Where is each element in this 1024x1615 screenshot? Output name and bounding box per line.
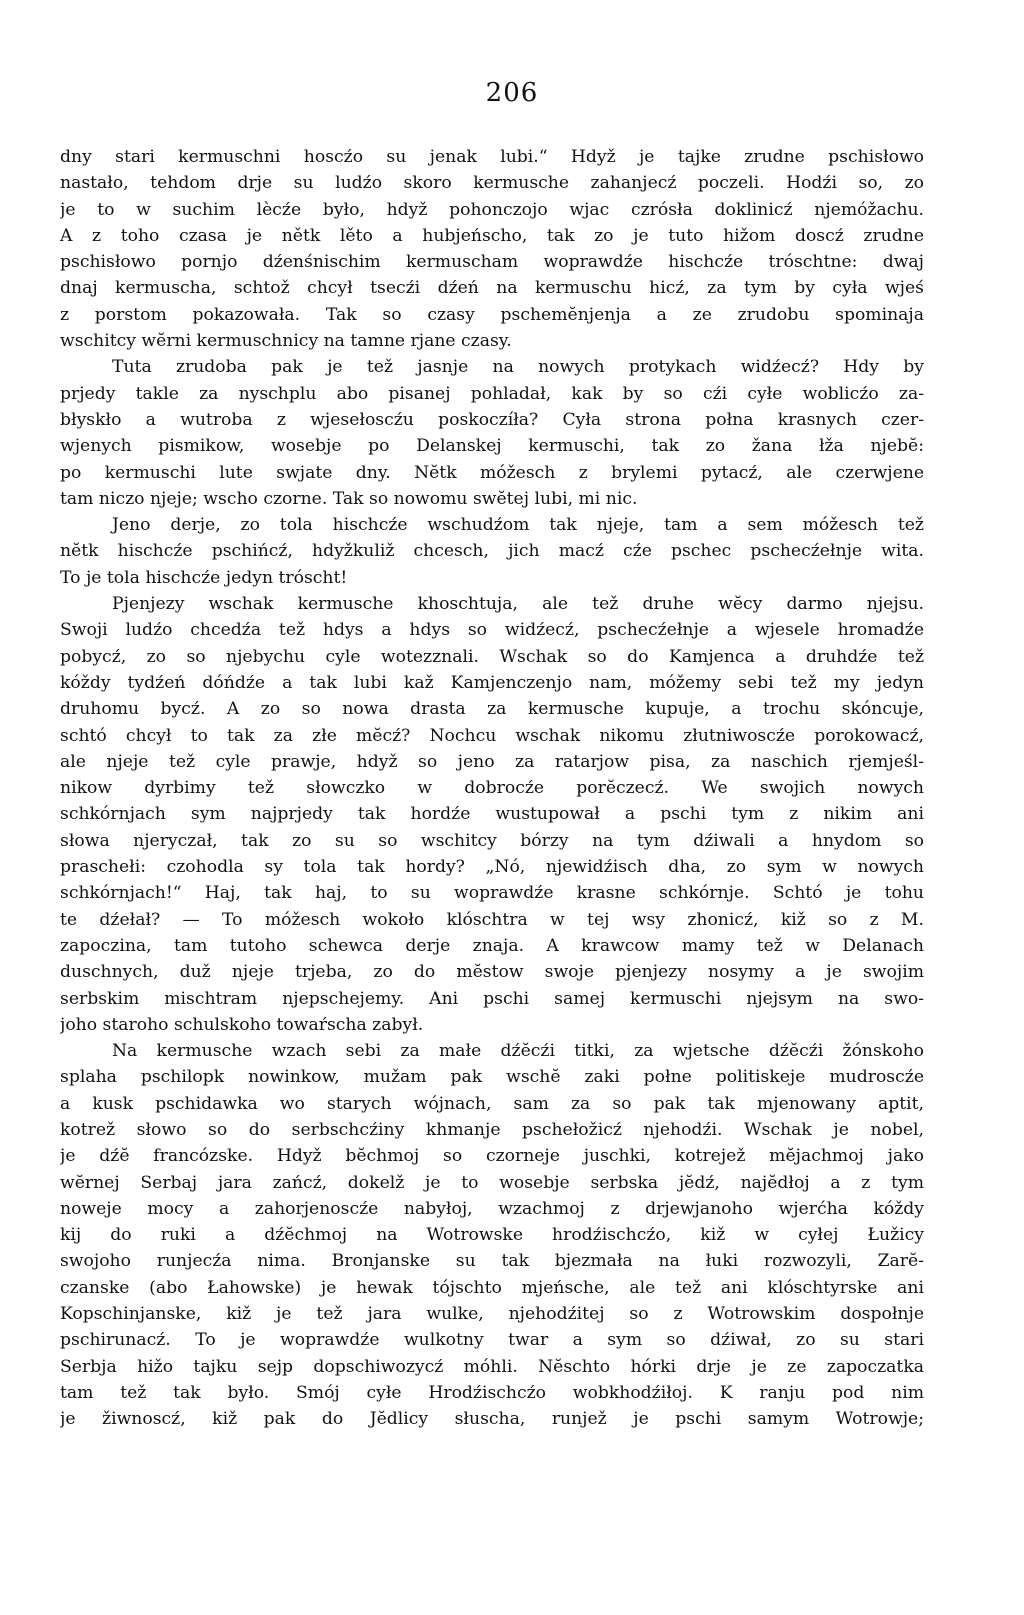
body-text <box>60 144 924 1433</box>
text-line: Jeno derje, zo tola hischcźe wschudźom tak njeje, tam a sem móžesch tež <box>112 515 924 536</box>
text-line: Kopschinjanske, kiž je tež jara wulke, njehodźitej so z Wotrowskim dospołnje <box>60 1304 924 1325</box>
text-line: Serbja hižo tajku sejp dopschiwozycź móhli. Nĕschto hórki drje je ze zapoczatka <box>60 1356 924 1377</box>
text-line: te dźełał? — To móžesch wokoło klóschtra w tej wsy zhonicź, kiž so z M. <box>60 909 924 930</box>
text-line: wjenych pismikow, wosebje po Delanskej kermuschi, tak zo žana łža njebĕ: <box>60 436 924 457</box>
text-line: Tuta zrudoba pak je tež jasnje na nowych protykach widźecź? Hdy by <box>112 357 924 378</box>
text-line: je žiwnoscź, kiž pak do Jĕdlicy słuscha, runjež je pschi samym Wotrowje; <box>60 1409 924 1430</box>
text-line: je to w suchim lècźe było, hdyž pohonczojo wjac czrósła doklinicź njemóžachu. <box>60 199 924 220</box>
text-line: wĕrnej Serbaj jara zańcź, dokelž je to wosebje serbska jĕdź, najĕdłoj a z tym <box>60 1172 924 1193</box>
text-line: pschisłowo pornjo dźenśnischim kermuscham woprawdźe hischcźe tróschtne: dwaj <box>60 252 924 273</box>
text-line: Swoji ludźo chcedźa tež hdys a hdys so widźecź, pschecźełnje a wjesele hromadźe <box>60 620 924 641</box>
text-line: dny stari kermuschni hoscźo su jenak lubi.“ Hdyž je tajke zrudne pschisłowo <box>60 147 924 167</box>
text-line: nĕtk hischcźe pschińcź, hdyžkuliž chcesch, jich macź cźe pschec pschecźełnje wita. <box>60 541 924 562</box>
text-line: kij do ruki a dźĕchmoj na Wotrowske hrodźischcźo, kiž w cyłej Łužicy <box>60 1225 924 1246</box>
text-line: tam niczo njeje; wscho czorne. Tak so nowomu swĕtej lubi, mi nic. <box>60 488 638 509</box>
text-line: pobycź, zo so njebychu cyle wotezznali. Wschak so do Kamjenca a druhdźe tež <box>60 646 924 667</box>
text-line: ale njeje tež cyle prawje, hdyž so jeno za ratarjow pisa, za naschich rjemjeśl- <box>60 751 924 772</box>
text-line: A z toho czasa je nětk lěto a hubjeńscho, tak zo je tuto hižom doscź zrudne <box>60 225 924 246</box>
text-line: kóždy tydźeń dóńdźe a tak lubi kaž Kamjenczenjo nam, móžemy sebi tež my jedyn <box>60 672 924 693</box>
page-number: 206 <box>485 78 539 108</box>
text-line: nikow dyrbimy tež słowczko w dobrocźe porĕczecź. We swojich nowych <box>60 778 924 799</box>
text-line: To je tola hischcźe jedyn tróscht! <box>60 567 348 588</box>
text-line: a kusk pschidawka wo starych wójnach, sam za so pak tak mjenowany aptit, <box>60 1093 924 1114</box>
text-line: kotrež słowo so do serbschcźiny khmanje pschełožicź njehodźi. Wschak je nobel, <box>60 1119 924 1140</box>
text-line: po kermuschi lute swjate dny. Nĕtk móžesch z brylemi pytacź, ale czerwjene <box>60 462 924 483</box>
text-line: je dźĕ francózske. Hdyž bĕchmoj so czorneje juschki, kotrejež mĕjachmoj jako <box>60 1146 924 1167</box>
text-line: Pjenjezy wschak kermusche khoschtuja, ale tež druhe wĕcy darmo njejsu. <box>112 594 924 615</box>
text-line: druhomu bycź. A zo so nowa drasta za kermusche kupuje, a trochu skóncuje, <box>60 699 924 720</box>
text-line: splaha pschilopk nowinkow, mužam pak wschĕ zaki połne politiskeje mudroscźe <box>60 1067 924 1088</box>
text-line: słowa njeryczał, tak zo su so wschitcy bórzy na tym dźiwali a hnydom so <box>60 830 924 851</box>
text-line: dnaj kermuscha, schtož chcył tsecźi dźeń na kermuschu hicź, za tym by cyła wjeś <box>60 278 924 299</box>
text-line: schkórnjach!“ Haj, tak haj, to su woprawdźe krasne schkórnje. Schtó je tohu <box>60 883 924 904</box>
text-line: joho staroho schulskoho towaŕscha zabył. <box>60 1014 424 1035</box>
text-line: czanske (abo Łahowske) je hewak tójschto mjeńsche, ale tež ani klóschtyrske ani <box>60 1277 924 1298</box>
text-line: prjedy takle za nyschplu abo pisanej pohladał, kak by so cźi cyłe woblicźo za- <box>60 383 924 404</box>
text-line: z porstom pokazowała. Tak so czasy pschemĕnjenja a ze zrudobu spominaja <box>60 304 924 325</box>
text-line: praschełi: czohodla sy tola tak hordy? „Nó, njewidźisch dha, zo sym w nowych <box>60 857 924 878</box>
text-line: tam tež tak było. Smój cyłe Hrodźischcźo wobkhodźiłoj. K ranju pod nim <box>60 1382 924 1403</box>
text-line: schtó chcył to tak za złe mĕcź? Nochcu wschak nikomu złutniwoscźe porokowacź, <box>60 725 924 746</box>
text-line: duschnych, duž njeje trjeba, zo do mĕstow swoje pjenjezy nosymy a je swojim <box>60 962 924 983</box>
text-line: schkórnjach sym najprjedy tak hordźe wustupował a pschi tym z nikim ani <box>60 804 924 825</box>
text-line: noweje mocy a zahorjenoscźe nabyłoj, wzachmoj z drjewjanoho wjerćha kóždy <box>60 1198 924 1219</box>
text-line: nastało, tehdom drje su ludźo skoro kermusche zahanjecź poczeli. Hodźi so, zo <box>60 173 924 194</box>
text-line: swojoho runjecźa nima. Bronjanske su tak bjezmała na łuki rozwozyli, Zarĕ- <box>60 1251 924 1272</box>
text-line: wschitcy wĕrni kermuschnicy na tamne rjane czasy. <box>60 331 512 352</box>
text-line: serbskim mischtram njepschejemy. Ani pschi samej kermuschi njejsym na swo- <box>60 988 924 1009</box>
text-line: błyskło a wutroba z wjesełoscźu poskoczíła? Cyła strona połna krasnych czer- <box>60 409 924 430</box>
text-line: Na kermusche wzach sebi za małe dźĕcźi titki, za wjetsche dźĕcźi žónskoho <box>112 1041 924 1062</box>
text-line: pschirunacź. To je woprawdźe wulkotny twar a sym so dźiwał, zo su stari <box>60 1330 924 1351</box>
text-line: zapoczina, tam tutoho schewca derje znaja. A krawcow mamy tež w Delanach <box>60 935 924 956</box>
